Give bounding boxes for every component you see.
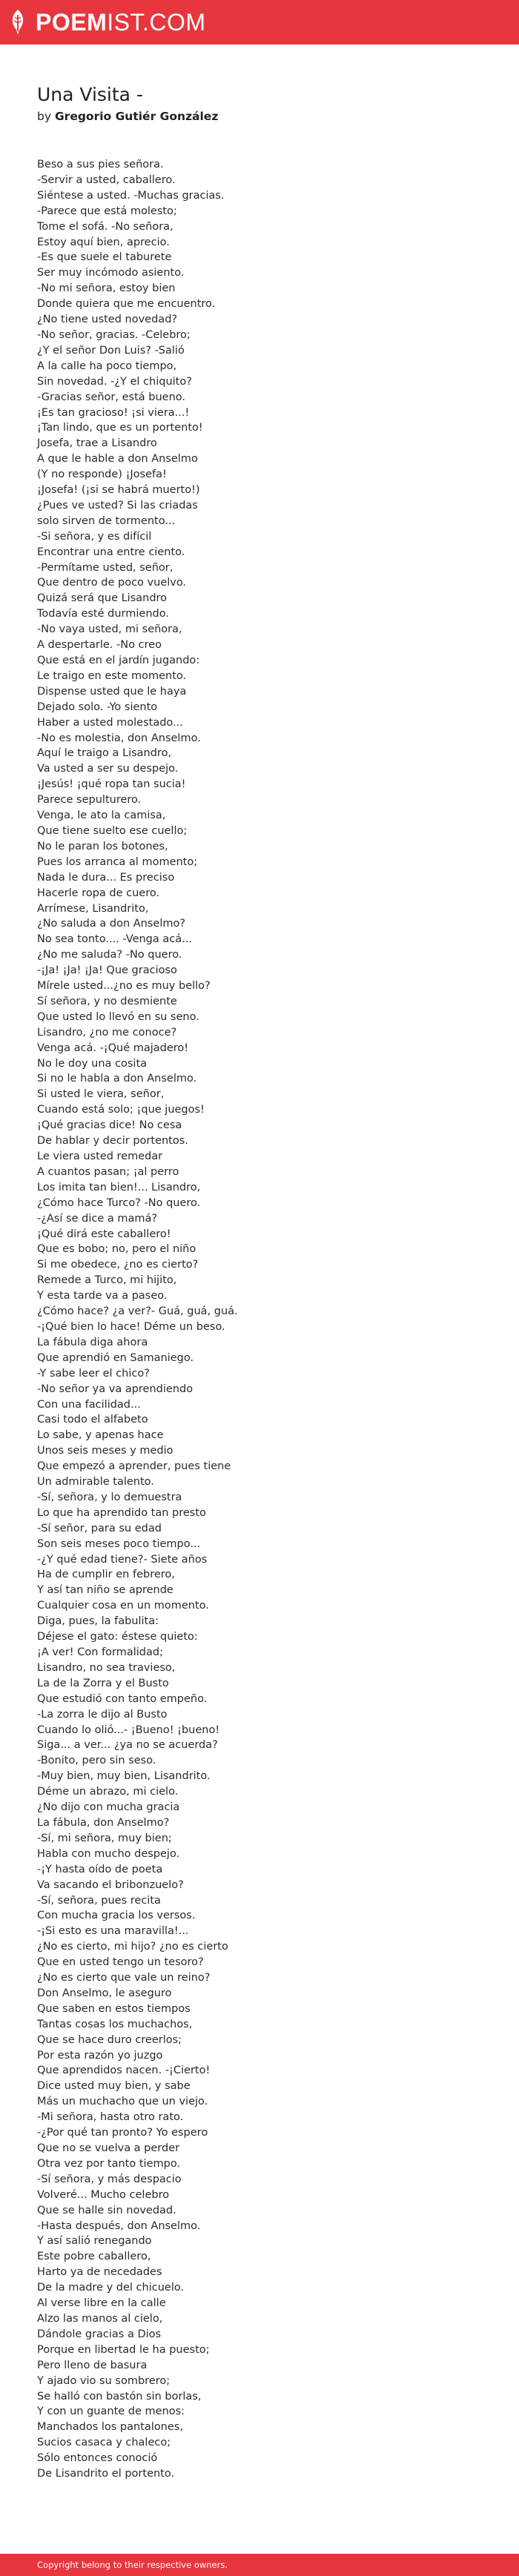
poem-line: -La zorra le dijo al Busto — [37, 1708, 168, 1721]
poem-line: Que en usted tengo un tesoro? — [37, 1956, 204, 1969]
poem-line: A la calle ha poco tiempo, — [37, 360, 177, 372]
poem-line: Lo sabe, y apenas hace — [37, 1429, 164, 1442]
poem-line: Más un muchacho que un viejo. — [37, 2096, 208, 2108]
poem-line: Hacerle ropa de cuero. — [37, 887, 160, 899]
poem-line: -Parece que está molesto; — [37, 205, 177, 217]
poem-line: Que dentro de poco vuelvo. — [37, 577, 187, 589]
poem-line: Casi todo el alfabeto — [37, 1414, 148, 1426]
poem-line: Dice usted muy bien, y sabe — [37, 2080, 191, 2093]
poem-line: Ser muy incómodo asiento. — [37, 267, 185, 279]
poem-line: Si no le habla a don Anselmo. — [37, 1073, 197, 1085]
poem-line: Lisandro, no sea travieso, — [37, 1661, 176, 1674]
poem-line: Estoy aquí bien, aprecio. — [37, 236, 170, 248]
poem-line: -Sí señora, y más despacio — [37, 2173, 182, 2185]
poem-line: Ha de cumplir en febrero, — [37, 1569, 175, 1581]
poem-line: Va sacando el bribonzuelo? — [37, 1878, 184, 1891]
poem-line: -Hasta después, don Anselmo. — [37, 2219, 201, 2232]
byline-label: by — [37, 110, 52, 123]
poem-line: No le paran los botones, — [37, 840, 168, 852]
poem-line: Pero lleno de basura — [37, 2359, 148, 2371]
poem-title: Una Visita - — [37, 84, 143, 105]
poem-line: Que se hace duro creerlos; — [37, 2033, 182, 2046]
poem-line: Déjese el gato: éstese quieto: — [37, 1631, 198, 1643]
poem-line: -Gracias señor, está bueno. — [37, 391, 185, 403]
poem-line: La fábula, don Anselmo? — [37, 1816, 170, 1829]
poem-line: Donde quiera que me encuentro. — [37, 298, 216, 311]
poem-line: -No vaya usted, mi señora, — [37, 623, 182, 636]
poem-line: ¿No dijo con mucha gracia — [37, 1801, 180, 1814]
poem-line: -Bonito, pero sin seso. — [37, 1755, 156, 1767]
poem-line: -Sí, señora, y lo demuestra — [37, 1491, 182, 1503]
poem-line: Que saben en estos tiempos — [37, 2002, 191, 2015]
poem-line: Los imita tan bien!... Lisandro, — [37, 1181, 201, 1193]
poem-line: Si me obedece, ¿no es cierto? — [37, 1259, 199, 1271]
poem-line: Que está en el jardín jugando: — [37, 655, 200, 666]
poem-line: Que tiene suelto ese cuello; — [37, 824, 188, 837]
poem-line: ¿Y el señor Don Luis? -Salió — [37, 344, 185, 357]
poem-line: ¿No tiene usted novedad? — [37, 314, 178, 326]
logo-text-strong: POEM — [36, 8, 108, 36]
poem-line: Son seis meses poco tiempo... — [37, 1537, 201, 1550]
poem-line: Cuando está solo; ¡que juegos! — [37, 1104, 205, 1116]
poem-line: De hablar y decir portentos. — [37, 1135, 188, 1148]
poem-line: Que no se vuelva a perder — [37, 2142, 180, 2154]
quill-icon — [7, 9, 28, 36]
poem-line: La fábula diga ahora — [37, 1336, 148, 1348]
poem-line: -No es molestia, don Anselmo. — [37, 732, 201, 744]
poem-line: Alzo las manos al cielo, — [37, 2312, 163, 2325]
poem-line: Un admirable talento. — [37, 1476, 154, 1489]
poem-line: ¿No es cierto que vale un reino? — [37, 1972, 211, 1984]
poem-byline — [37, 108, 482, 125]
poem-line: ¿No es cierto, mi hijo? ¿no es cierto — [37, 1941, 228, 1953]
poem-line: A cuantos pasan; ¡al perro — [37, 1165, 179, 1178]
poem-line: ¿No me saluda? -No quero. — [37, 949, 182, 961]
poem-line: ¡Qué dirá este caballero! — [37, 1228, 171, 1240]
poem-line: Encontrar una entre ciento. — [37, 546, 185, 558]
poem-line: Dispense usted que le haya — [37, 685, 187, 698]
poem-line: No le doy una cosita — [37, 1057, 148, 1070]
poem-line: Que estudió con tanto empeño. — [37, 1692, 208, 1705]
poem-line: -Y sabe leer el chico? — [37, 1367, 150, 1380]
poem-line: Unos seis meses y medio — [37, 1445, 173, 1457]
poem-line: Don Anselmo, le aseguro — [37, 1987, 172, 1999]
poem-line: Cuando lo olió...- ¡Bueno! ¡bueno! — [37, 1724, 220, 1736]
poem-line: Y así tan niño se aprende — [37, 1584, 173, 1597]
logo-text-light: IST.COM — [107, 8, 206, 36]
poem-line: Este pobre caballero, — [37, 2251, 151, 2263]
poem-line: Quizá será que Lisandro — [37, 592, 168, 605]
poem-line: -Sí, señora, pues recita — [37, 1894, 161, 1907]
poem-line: Porque en libertad le ha puesto; — [37, 2343, 210, 2356]
poem-line: Remede a Turco, mi hijito, — [37, 1274, 177, 1287]
site-logo-text — [36, 9, 206, 36]
poem-line: ¿Pues ve usted? Si las criadas — [37, 499, 198, 511]
poem-line: Déme un abrazo, mi cielo. — [37, 1786, 179, 1798]
site-logo[interactable] — [7, 9, 206, 36]
poem-line: -Sí señor, para su edad — [37, 1522, 162, 1534]
poem-line: -Sí, mi señora, muy bien; — [37, 1832, 172, 1844]
poem-line: -Permítame usted, señor, — [37, 561, 173, 574]
poem-line: Siéntese a usted. -Muchas gracias. — [37, 189, 225, 202]
poem-line: Nada le dura... Es preciso — [37, 871, 175, 884]
poem-line: Que empezó a aprender, pues tiene — [37, 1460, 231, 1473]
poem-line: Mírele usted...¿no es muy bello? — [37, 980, 211, 993]
poem-line: Por esta razón yo juzgo — [37, 2049, 163, 2062]
poem-line: Que es bobo; no, pero el niño — [37, 1243, 196, 1256]
poem-line: No sea tonto.... -Venga acá... — [37, 933, 192, 946]
poem-line: La de la Zorra y el Busto — [37, 1677, 169, 1689]
poem-line: ¡Josefa! (¡si se habrá muerto!) — [37, 484, 200, 497]
poem-line: Que aprendió en Samaniego. — [37, 1351, 194, 1364]
poem-line: ¡Es tan gracioso! ¡si viera...! — [37, 406, 190, 419]
poem-line: -Mi señora, hasta otro rato. — [37, 2111, 184, 2124]
poem-line: ¡Jesús! ¡qué ropa tan sucia! — [37, 778, 186, 791]
poem-line: Y esta tarde va a paseo. — [37, 1290, 168, 1302]
poem-line: ¡Tan lindo, que es un portento! — [37, 422, 203, 434]
poem-line: Otra vez por tanto tiempo. — [37, 2157, 181, 2170]
poem-line: Sí señora, y no desmiente — [37, 995, 177, 1007]
poem-line: Sin novedad. -¿Y el chiquito? — [37, 375, 192, 388]
poem-line: Va usted a ser su despejo. — [37, 763, 179, 775]
poem-line: Se halló con bastón sin borlas, — [37, 2390, 202, 2403]
poem-line: A que le hable a don Anselmo — [37, 453, 198, 466]
poem-line: Sólo entonces conoció — [37, 2452, 158, 2465]
poem-line: -No señor, gracias. -Celebro; — [37, 328, 191, 341]
poem-line: Que se halle sin novedad. — [37, 2204, 176, 2216]
poem-line: Dejado solo. -Yo siento — [37, 701, 158, 713]
poem-line: Beso a sus pies señora. — [37, 159, 164, 170]
poem-line: Lisandro, ¿no me conoce? — [37, 1026, 177, 1039]
poem-line: -¿Así se dice a mamá? — [37, 1212, 158, 1225]
poem-line: Y ajado vio su sombrero; — [37, 2374, 171, 2387]
poem-line: Pues los arranca al momento; — [37, 855, 198, 868]
site-header — [0, 0, 519, 44]
poem-line: ¡Qué gracias dice! No cesa — [37, 1119, 182, 1132]
poem-line: (Y no responde) ¡Josefa! — [37, 468, 167, 481]
poem-line: ¿Cómo hace? ¿a ver?- Guá, guá, guá. — [37, 1305, 238, 1318]
poem-line: Al verse libre en la calle — [37, 2297, 166, 2310]
poem-line: -No señor ya va aprendiendo — [37, 1383, 194, 1395]
poem-line: Dándole gracias a Dios — [37, 2328, 162, 2340]
poem-line: Si usted le viera, señor, — [37, 1088, 165, 1101]
poem-line: ¿No saluda a don Anselmo? — [37, 918, 186, 930]
poem-line: De Lisandrito el portento. — [37, 2468, 175, 2480]
poem-line: Harto ya de necedades — [37, 2266, 162, 2279]
poem-line: -¡Si esto es una maravilla!... — [37, 1925, 189, 1938]
poem-body — [37, 157, 482, 2482]
poem-line: Venga acá. -¡Qué majadero! — [37, 1042, 189, 1054]
poem-line: Venga, le ato la camisa, — [37, 809, 166, 822]
poem-line: Cualquier cosa en un momento. — [37, 1600, 209, 1612]
poem-line: -¡Ja! ¡Ja! ¡Ja! Que gracioso — [37, 964, 177, 977]
poem-line: ¡A ver! Con formalidad; — [37, 1646, 163, 1658]
poem-line: Todavía esté durmiendo. — [37, 608, 169, 620]
poem-line: Aquí le traigo a Lisandro, — [37, 747, 172, 760]
poem-line: Tantas cosas los muchachos, — [37, 2018, 193, 2030]
poem-line: -¿Por qué tan pronto? Yo espero — [37, 2127, 208, 2139]
poem-line: Diga, pues, la fabulita: — [37, 1615, 159, 1628]
poem-line: solo sirven de tormento... — [37, 514, 176, 527]
poem-line: Con mucha gracia los versos. — [37, 1910, 196, 1922]
poem-line: Volveré... Mucho celebro — [37, 2188, 170, 2201]
copyright-text: Copyright belong to their respective owners. — [37, 2560, 228, 2570]
poem-line: Siga... a ver... ¿ya no se acuerda? — [37, 1739, 218, 1752]
poem-line: Y así salió renegando — [37, 2235, 152, 2248]
poem-line: Manchados los pantalones, — [37, 2421, 183, 2434]
poem-line: -No mi señora, estoy bien — [37, 282, 176, 295]
poem-line: -¿Y qué edad tiene?- Siete años — [37, 1553, 208, 1566]
poem-line: -Muy bien, muy bien, Lisandrito. — [37, 1770, 211, 1783]
poem-line: -Es que suele el taburete — [37, 251, 172, 264]
poem-line: ¿Cómo hace Turco? -No quero. — [37, 1196, 201, 1209]
poem-line: Tome el sofá. -No señora, — [37, 220, 173, 233]
author-link[interactable]: Gregorio Gutiér González — [54, 110, 219, 123]
poem-line: Con una facilidad... — [37, 1398, 141, 1411]
poem-line: -Si señora, y es difícil — [37, 530, 152, 543]
site-footer — [0, 2554, 519, 2576]
poem-line: Que usted lo llevó en su seno. — [37, 1010, 199, 1023]
poem-line: -Servir a usted, caballero. — [37, 173, 176, 186]
poem-line: A despertarle. -No creo — [37, 639, 162, 652]
poem-line: Le viera usted remedar — [37, 1150, 163, 1162]
poem-line: Habla con mucho despejo. — [37, 1847, 180, 1860]
poem-line: Que aprendidos nacen. -¡Cierto! — [37, 2065, 211, 2077]
poem-line: Josefa, trae a Lisandro — [37, 437, 157, 450]
poem-line: Parece sepulturero. — [37, 794, 142, 807]
poem-line: -¡Y hasta oído de poeta — [37, 1863, 163, 1875]
poem-line: Haber a usted molestado... — [37, 716, 183, 729]
poem-line: Lo que ha aprendido tan presto — [37, 1506, 206, 1519]
poem-line: Sucios casaca y chaleco; — [37, 2437, 171, 2449]
poem-line: -¡Qué bien lo hace! Déme un beso. — [37, 1320, 225, 1333]
poem-line: Le traigo en este momento. — [37, 669, 187, 682]
poem-line: Y con un guante de menos: — [37, 2406, 185, 2418]
poem-line: Arrímese, Lisandrito, — [37, 902, 149, 915]
poem-line: De la madre y del chicuelo. — [37, 2282, 185, 2294]
poem-container — [37, 83, 482, 2482]
